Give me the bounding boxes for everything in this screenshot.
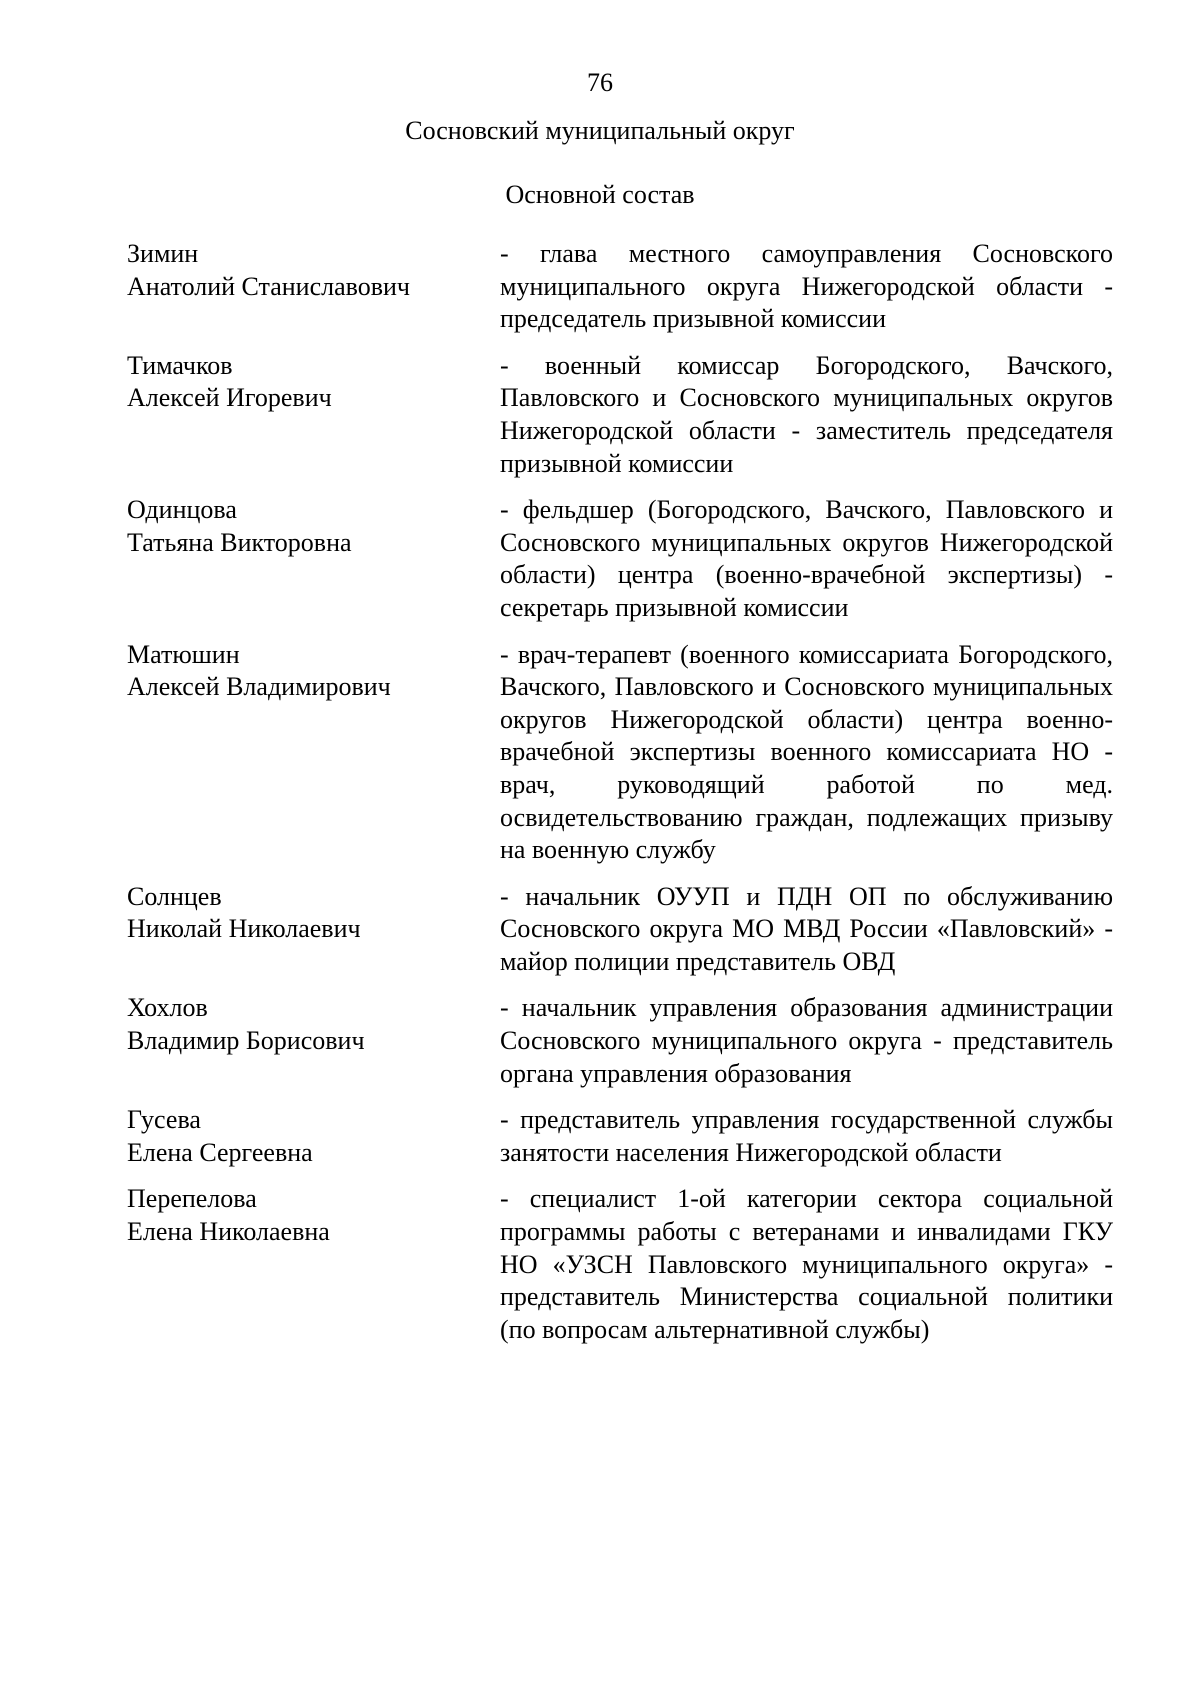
member-surname: Одинцова: [127, 495, 237, 525]
member-row: [127, 992, 1113, 1090]
member-role: - врач-терапевт (военного комиссариата Богородского, Вачского, Павловского и Сосновского муниципальных округов Нижегородской области) центра военно-врачебной экспертизы военного комиссариата НО - врач, руководящий работой по мед. освидетельствованию граждан, подлежащих призыву на военную службу: [500, 639, 1113, 865]
district-title: Сосновский муниципальный округ: [405, 116, 795, 145]
members-list: [127, 238, 1113, 1360]
member-given-names: Татьяна Викторовна: [127, 527, 352, 557]
member-row: [127, 881, 1113, 979]
member-given-names: Елена Сергеевна: [127, 1137, 313, 1167]
member-surname: Тимачков: [127, 350, 233, 380]
member-surname: Гусева: [127, 1105, 201, 1135]
member-row: [127, 1183, 1113, 1346]
member-role: - глава местного самоуправления Сосновского муниципального округа Нижегородской области - председатель призывной комиссии: [500, 239, 1113, 334]
member-name: [127, 1183, 500, 1346]
member-surname: Перепелова: [127, 1184, 257, 1214]
member-name: [127, 494, 500, 624]
member-name: [127, 238, 500, 336]
member-given-names: Анатолий Станиславович: [127, 271, 411, 301]
member-surname: Зимин: [127, 239, 199, 268]
member-row: [127, 238, 1113, 336]
member-name: [127, 1104, 500, 1169]
member-name: [127, 639, 500, 867]
member-name: [127, 881, 500, 979]
member-given-names: Алексей Владимирович: [127, 672, 391, 702]
member-surname: Матюшин: [127, 639, 240, 669]
member-role: - начальник ОУУП и ПДН ОП по обслуживанию Сосновского округа МО МВД России «Павловский» - майор полиции представитель ОВД: [500, 881, 1113, 976]
member-row: [127, 350, 1113, 480]
member-row: [127, 639, 1113, 867]
page-number: 76: [587, 68, 613, 97]
member-name: [127, 992, 500, 1090]
member-role: - военный комиссар Богородского, Вачского, Павловского и Сосновского муниципальных округов Нижегородской области - заместитель председателя призывной комиссии: [500, 350, 1113, 478]
member-given-names: Алексей Игоревич: [127, 383, 332, 413]
member-role: - фельдшер (Богородского, Вачского, Павловского и Сосновского муниципальных округов Нижегородской области) центра (военно-врачебной экспертизы) - секретарь призывной комиссии: [500, 495, 1113, 622]
member-given-names: Николай Николаевич: [127, 914, 361, 944]
member-name: [127, 350, 500, 480]
member-surname: Солнцев: [127, 881, 222, 911]
member-given-names: Владимир Борисович: [127, 1026, 365, 1056]
member-role: - начальник управления образования администрации Сосновского муниципального округа - представитель органа управления образования: [500, 993, 1113, 1088]
section-title: Основной состав: [505, 180, 695, 209]
member-given-names: Елена Николаевна: [127, 1217, 330, 1247]
member-row: [127, 1104, 1113, 1169]
member-role: - представитель управления государственной службы занятости населения Нижегородской области: [500, 1105, 1113, 1167]
member-role: - специалист 1-ой категории сектора социальной программы работы с ветеранами и инвалидами ГКУ НО «УЗСН Павловского муниципального округа» - представитель Министерства социальной политики (по вопросам альтернативной службы): [500, 1184, 1113, 1344]
member-row: [127, 494, 1113, 624]
member-surname: Хохлов: [127, 993, 208, 1023]
